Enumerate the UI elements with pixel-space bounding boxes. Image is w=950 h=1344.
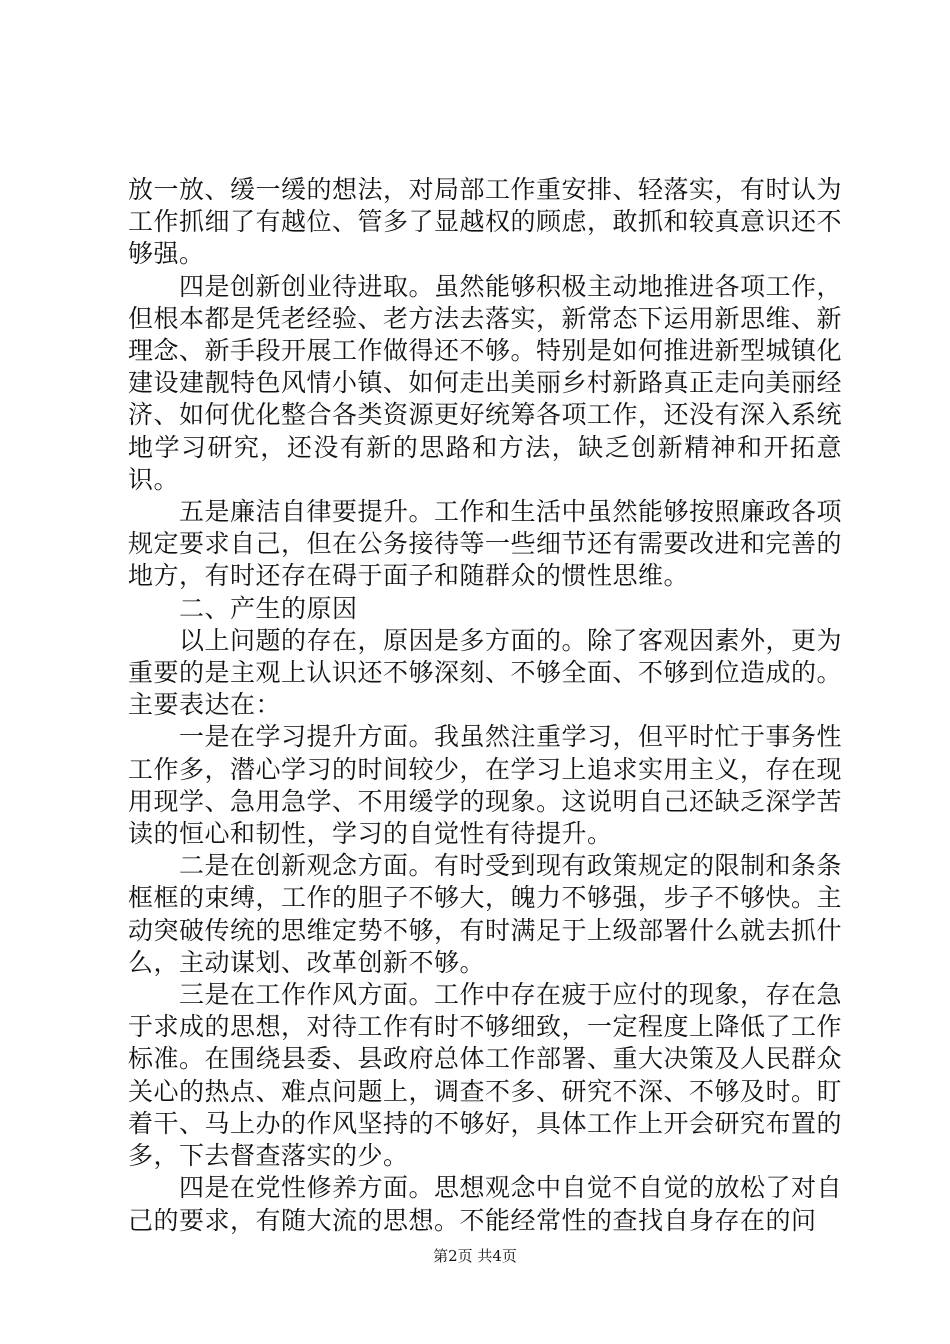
paragraph-8: 三是在工作作风方面。工作中存在疲于应付的现象，存在急于求成的思想，对待工作有时不够细致，一定程度上降低了工作标准。在围绕县委、县政府总体工作部署、重大决策及人民群众关心的热点、难点问题上，调查不多、研究不深、不够及时。盯着干、马上办的作风坚持的不够好，具体工作上开会研究布置的多，下去督查落实的少。	[128, 980, 843, 1171]
paragraph-6: 一是在学习提升方面。我虽然注重学习，但平时忙于事务性工作多，潜心学习的时间较少，在学习上追求实用主义，存在现用现学、急用急学、不用缓学的现象。这说明自己还缺乏深学苦读的恒心和韧性，学习的自觉性有待提升。	[128, 722, 843, 849]
section-heading: 二、产生的原因	[179, 593, 358, 623]
paragraph-5: 以上问题的存在，原因是多方面的。除了客观因素外，更为重要的是主观上认识还不够深刻、不够全面、不够到位造成的。主要表达在：	[128, 625, 843, 720]
paragraph-9: 四是在党性修养方面。思想观念中自觉不自觉的放松了对自己的要求，有随大流的思想。不能经常性的查找自身存在的问	[128, 1173, 843, 1235]
paragraph-2: 四是创新创业待进取。虽然能够积极主动地推进各项工作，但根本都是凭老经验、老方法去落实，新常态下运用新思维、新理念、新手段开展工作做得还不够。特别是如何推进新型城镇化建设建靓特色风情小镇、如何走出美丽乡村新路真正走向美丽经济、如何优化整合各类资源更好统筹各项工作，还没有深入系统地学习研究，还没有新的思路和方法，缺乏创新精神和开拓意识。	[128, 271, 843, 494]
document-body	[128, 174, 842, 1237]
page-footer: 第2页 共4页	[433, 1247, 517, 1265]
paragraph-7: 二是在创新观念方面。有时受到现有政策规定的限制和条条框框的束缚，工作的胆子不够大，魄力不够强，步子不够快。主动突破传统的思维定势不够，有时满足于上级部署什么就去抓什么，主动谋划、改革创新不够。	[128, 851, 843, 977]
paragraph-1: 放一放、缓一缓的想法，对局部工作重安排、轻落实，有时认为工作抓细了有越位、管多了显越权的顾虑，敢抓和较真意识还不够强。	[128, 175, 843, 269]
paragraph-3: 五是廉洁自律要提升。工作和生活中虽然能够按照廉政各项规定要求自己，但在公务接待等一些细节还有需要改进和完善的地方，有时还存在碍于面子和随群众的惯性思维。	[128, 497, 843, 591]
